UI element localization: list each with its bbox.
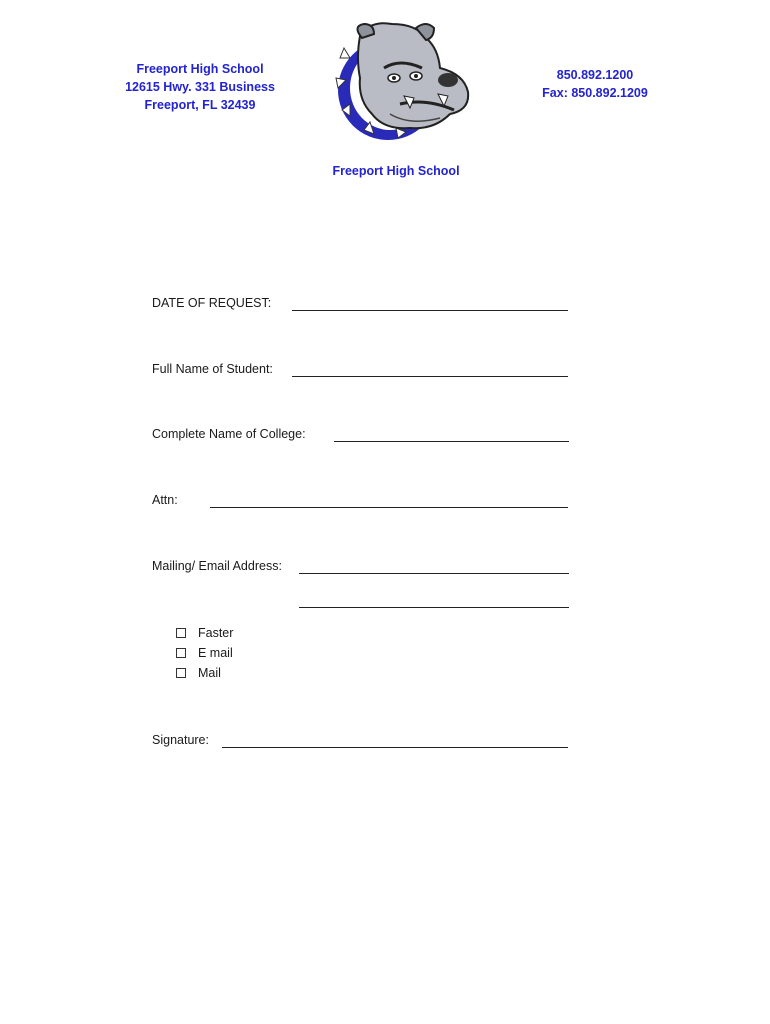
option-label: Faster: [198, 626, 234, 640]
mailing-address-line-2[interactable]: [299, 607, 569, 608]
address-line: 12615 Hwy. 331 Business: [125, 80, 275, 94]
student-name-label: Full Name of Student:: [152, 362, 273, 376]
delivery-option-faster[interactable]: [176, 626, 233, 640]
checkbox-icon[interactable]: [176, 668, 186, 678]
date-of-request-line[interactable]: [292, 310, 568, 311]
delivery-option-email[interactable]: [176, 646, 233, 660]
checkbox-icon[interactable]: [176, 628, 186, 638]
school-name: Freeport High School: [136, 62, 264, 76]
signature-line[interactable]: [222, 747, 568, 748]
option-label: Mail: [198, 666, 221, 680]
bulldog-mascot-icon: [330, 18, 472, 144]
delivery-option-mail[interactable]: [176, 666, 221, 680]
fax-number: Fax: 850.892.1209: [542, 86, 648, 100]
date-of-request-label: DATE OF REQUEST:: [152, 296, 272, 310]
attn-field: [152, 493, 178, 507]
option-label: E mail: [198, 646, 233, 660]
checkbox-icon[interactable]: [176, 648, 186, 658]
phone-number: 850.892.1200: [556, 68, 634, 82]
date-of-request-field: [152, 296, 271, 310]
signature-label: Signature:: [152, 733, 209, 747]
school-address-block: [110, 60, 290, 114]
mailing-address-label: Mailing/ Email Address:: [152, 559, 282, 573]
mailing-address-line-1[interactable]: [299, 573, 569, 574]
college-name-line[interactable]: [334, 441, 569, 442]
college-name-label: Complete Name of College:: [152, 427, 306, 441]
attn-line[interactable]: [210, 507, 568, 508]
contact-block: [525, 66, 665, 102]
student-name-line[interactable]: [292, 376, 568, 377]
signature-field: [152, 733, 209, 747]
mailing-address-field: [152, 559, 282, 573]
page-title: Freeport High School: [332, 164, 460, 178]
attn-label: Attn:: [152, 493, 178, 507]
student-name-field: [152, 362, 273, 376]
city-line: Freeport, FL 32439: [144, 98, 256, 112]
college-name-field: [152, 427, 306, 441]
